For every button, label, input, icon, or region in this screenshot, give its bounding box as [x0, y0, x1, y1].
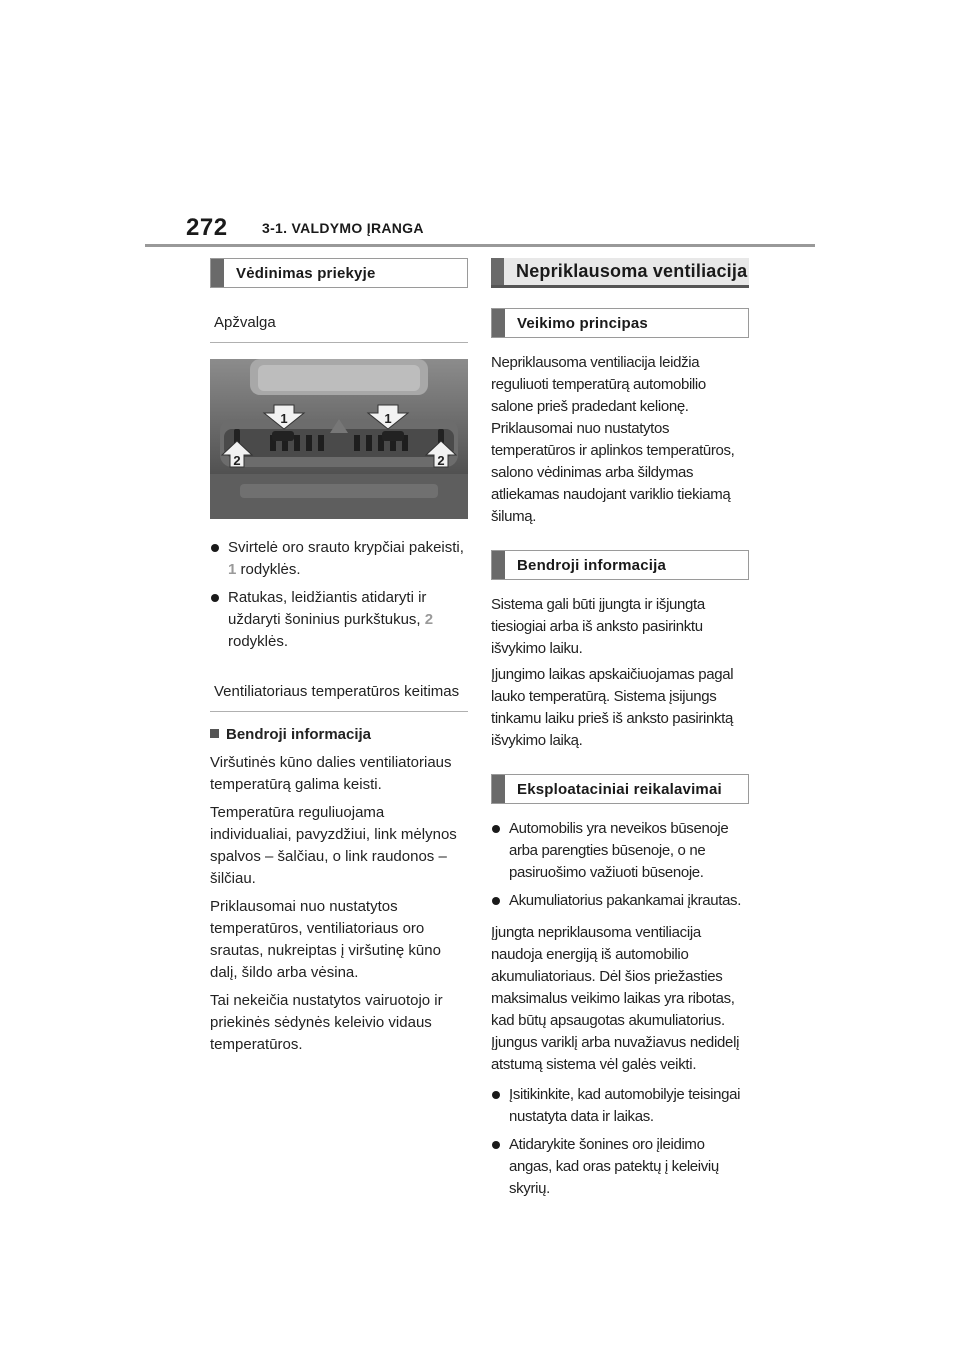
- principle-title: Veikimo principas: [517, 314, 648, 332]
- fan-temperature-label: Ventiliatoriaus temperatūros keitimas: [210, 675, 468, 712]
- general-info-box: [491, 550, 749, 580]
- overview-label: Apžvalga: [210, 306, 468, 343]
- list-item: [491, 1084, 749, 1128]
- figure-label-1-right: 1: [384, 411, 392, 426]
- dashboard-vents-illustration: [210, 359, 468, 519]
- reference-number: 1: [228, 561, 237, 578]
- list-item: [210, 587, 468, 653]
- bullet-text: rodyklės.: [228, 633, 289, 650]
- bullet-icon: [211, 594, 219, 602]
- bullet-text: Ratukas, leidžiantis atidaryti ir uždaryti šoninius purkštukus,: [228, 589, 427, 628]
- list-item: [491, 1134, 749, 1200]
- list-item: [210, 537, 468, 581]
- bullet-icon: [492, 1091, 500, 1099]
- paragraph: Temperatūra reguliuojama individualiai, pavyzdžiui, link mėlynos spalvos – šalčiau, o link raudonos – šilčiau.: [210, 804, 457, 887]
- requirements-box: [491, 774, 749, 804]
- bullet-icon: [211, 544, 219, 552]
- general-paragraph-1: Sistema gali būti įjungta ir išjungta tiesiogiai arba iš anksto pasirinktu išvykimo laiku.: [491, 596, 705, 657]
- vent-controls-list: [210, 537, 468, 653]
- bullet-text: Automobilis yra neveikos būsenoje arba parengties būsenoje, o ne pasiruošimo važiuoti būsenoje.: [509, 820, 729, 881]
- reference-number: 2: [424, 611, 434, 628]
- left-column: [210, 258, 468, 1056]
- header-rule: [145, 244, 815, 247]
- paragraph: Priklausomai nuo nustatytos temperatūros, ventiliatoriaus oro srautas, nukreiptas į viršutinę kūno dalį, šildo arba vėsina.: [210, 898, 441, 981]
- requirements-title: Eksploataciniai reikalavimai: [517, 780, 722, 798]
- bullet-text: Įsitikinkite, kad automobilyje teisingai nustatyta data ir laikas.: [509, 1086, 741, 1125]
- box-tab: [492, 309, 505, 337]
- bullet-icon: [492, 897, 500, 905]
- bullet-text: Akumuliatorius pakankamai įkrautas.: [509, 892, 742, 909]
- principle-box: [491, 308, 749, 338]
- figure-label-2-left: 2: [233, 453, 241, 468]
- final-list: [491, 1084, 749, 1200]
- paragraph: Tai nekeičia nustatytos vairuotojo ir priekinės sėdynės keleivio vidaus temperatūros.: [210, 992, 443, 1053]
- general-paragraph-2: Įjungimo laikas apskaičiuojamas pagal lauko temperatūrą. Sistema įsijungs tinkamu laiku prieš iš anksto pasirinktą išvykimo laiką.: [491, 666, 734, 749]
- bullet-text: Atidarykite šonines oro įleidimo angas, kad oras patektų į keleivių skyrių.: [509, 1136, 719, 1197]
- front-ventilation-box: [210, 258, 468, 288]
- page-number: 272: [186, 214, 228, 241]
- bullet-text: Svirtelė oro srauto krypčiai pakeisti,: [228, 539, 464, 556]
- box-tab: [491, 258, 504, 285]
- paragraph: Viršutinės kūno dalies ventiliatoriaus temperatūrą galima keisti.: [210, 754, 452, 793]
- requirements-list: [491, 818, 749, 912]
- square-bullet-icon: [210, 729, 219, 738]
- front-ventilation-title: Vėdinimas priekyje: [236, 264, 376, 282]
- section-heading: 3-1. VALDYMO ĮRANGA: [262, 220, 424, 236]
- heading-text: Bendroji informacija: [226, 726, 372, 743]
- principle-paragraph: Nepriklausoma ventiliacija leidžia reguliuoti temperatūrą automobilio salone prieš pradedant kelionę. Priklausomai nuo nustatytos temperatūros ir aplinkos temperatūros, salono vėdinimas arba šildymas atliekamas naudojant variklio tiekiamą šilumą.: [491, 354, 735, 525]
- list-item: [491, 890, 749, 912]
- bullet-text: rodyklės.: [236, 561, 301, 578]
- independent-ventilation-box: [491, 258, 749, 288]
- right-column: [491, 258, 749, 1200]
- general-info-heading: [210, 724, 468, 746]
- general-info-title: Bendroji informacija: [517, 556, 667, 574]
- list-item: [491, 818, 749, 884]
- box-tab: [211, 259, 224, 287]
- bullet-icon: [492, 1141, 500, 1149]
- box-tab: [492, 551, 505, 579]
- dashboard-vents-photo: [210, 359, 468, 519]
- figure-label-1-left: 1: [280, 411, 288, 426]
- battery-note: Įjungta nepriklausoma ventiliacija naudoja energiją iš automobilio akumuliatoriaus. Dėl šios priežasties maksimalus veikimo laikas yra ribotas, kad būtų apsaugotas akumuliatorius. Įjungus variklį arba nuvažiavus nedidelį atstumą sistema vėl galės veikti.: [491, 924, 740, 1073]
- independent-ventilation-title: Nepriklausoma ventiliacija: [516, 261, 748, 281]
- box-tab: [492, 775, 505, 803]
- figure-label-2-right: 2: [437, 453, 445, 468]
- bullet-icon: [492, 825, 500, 833]
